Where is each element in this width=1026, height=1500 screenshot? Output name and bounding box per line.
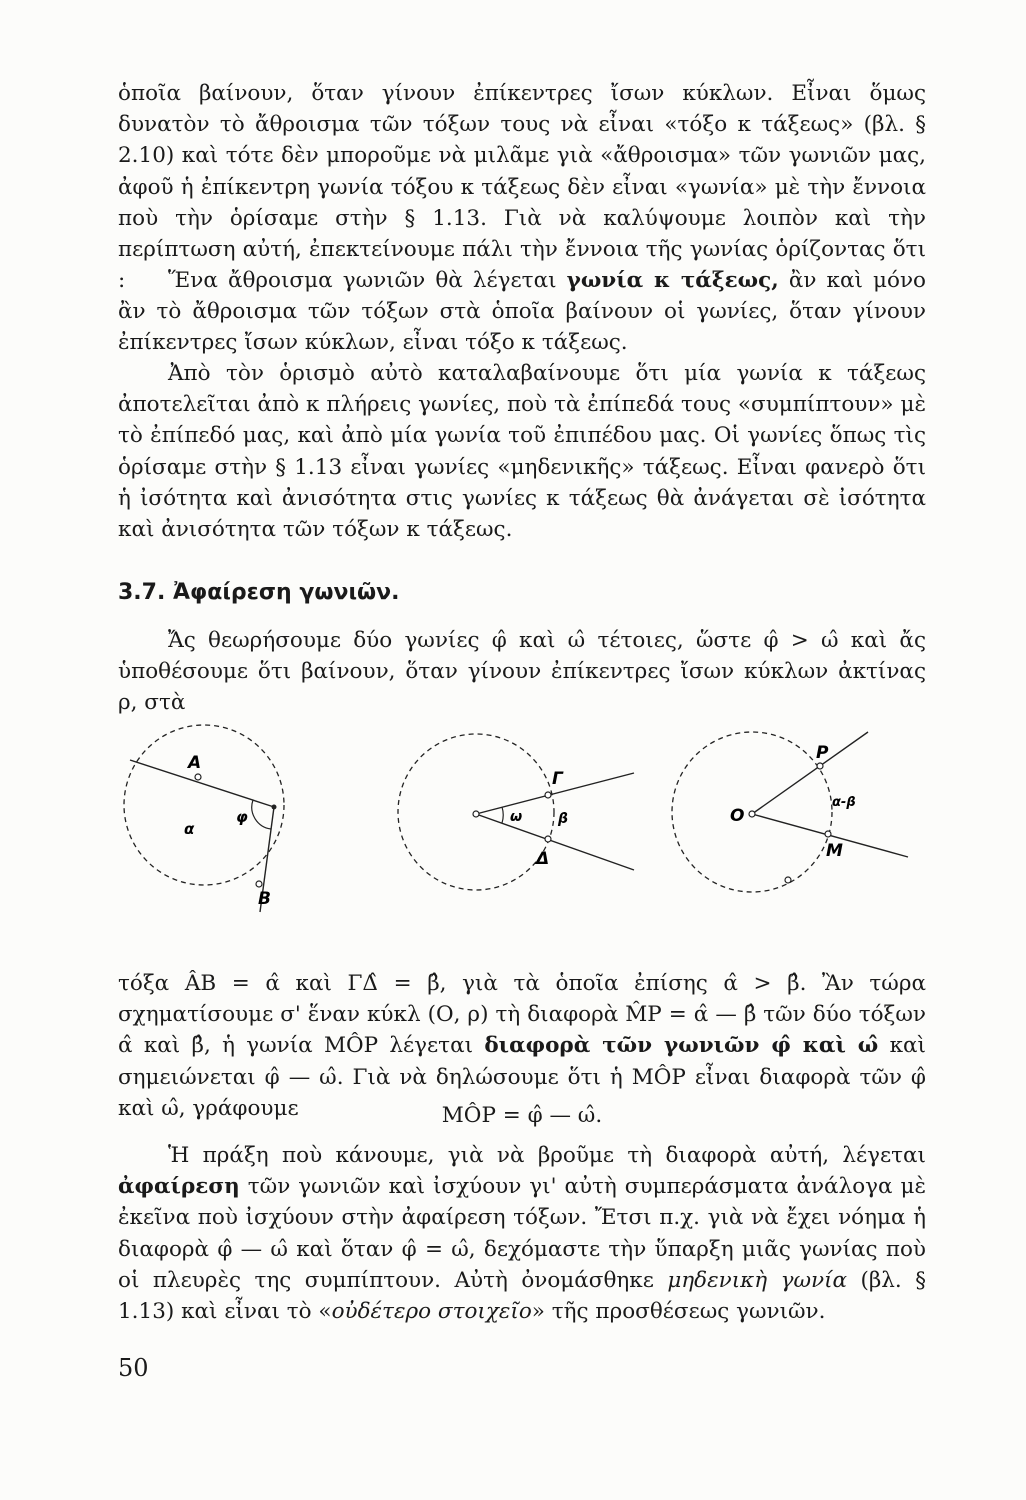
label-alpha: α [184,820,195,838]
label-O: O [730,806,745,826]
term-subtraction: ἀφαίρεση [118,1174,240,1200]
page-number: 50 [118,1354,149,1382]
circle-1 [124,725,284,885]
term-angle-k-order: γωνία κ τάξεως, [566,268,779,293]
ray-through-Delta [476,814,634,870]
point-A [195,774,201,780]
label-M: M [826,841,843,861]
point-B [256,881,262,887]
figure-difference-angle [672,732,908,892]
angle-difference-figure [118,722,918,909]
label-alpha-minus-beta: α-β [832,795,856,810]
vertex-phi [272,805,277,810]
term-neutral-element: οὐδέτερο στοιχεῖο [331,1299,532,1325]
term-zero-angle: μηδενικὴ γωνία [667,1267,848,1293]
point-P [817,763,823,769]
section-heading: 3.7. Ἀφαίρεση γωνιῶν. [118,580,400,605]
paragraph-3: Ἀπὸ τὸν ὁρισμὸ αὐτὸ καταλαβαίνουμε ὅτι μία γωνία κ τάξεως ἀποτελεῖται ἀπὸ κ πλήρεις γωνίες, ποὺ τὰ ἐπίπεδά τους «συμπίπτουν» μὲ τὸ ἐπίπεδό μας, καὶ ἀπὸ μία γωνία τοῦ ἐπιπέδου μας. Οἱ γωνίες ὅπως τὶς ὁρίσαμε στὴν § 1.13 εἶναι γωνίες «μηδενικῆς» τάξεως. Εἶναι φανερὸ ὅτι ἡ ἰσότητα καὶ ἀνισότητα στις γωνίες κ τάξεως θὰ ἀνάγεται σὲ ἰσότητα καὶ ἀνισότητα τῶν τόξων κ τάξεως. [118,361,926,543]
paragraph-6: Ἡ πράξη ποὺ κάνουμε, γιὰ νὰ βροῦμε τὴ διαφορὰ αὐτή, λέγεται ἀφαίρεση τῶν γωνιῶν καὶ ἰσχύουν γι' αὐτὴ συμπεράσματα ἀνάλογα μὲ ἐκεῖνα ποὺ ἰσχύουν στὴν ἀφαίρεση τόξων. Ἔτσι π.χ. γιὰ νὰ ἔχει νόημα ἡ διαφορὰ φ̂ — ω̂ καὶ ὅταν φ̂ = ω̂, δεχόμαστε τὴν ὕπαρξη μιᾶς γωνίας ποὺ οἱ πλευρὲς της συμπίπτουν. Αὐτὴ ὀνομάσθηκε μηδενικὴ γωνία (βλ. § 1.13) καὶ εἶναι τὸ «οὐδέτερο στοιχεῖο» τῆς προσθέσεως γωνιῶν. [118,1143,926,1325]
paragraph-1: ὁποῖα βαίνουν, ὅταν γίνουν ἐπίκεντρες ἴσων κύκλων. Εἶναι ὅμως δυνατὸν τὸ ἄθροισμα τῶν τόξων τους νὰ εἶναι «τόξο κ τάξεως» (βλ. § 2.10) καὶ τότε δὲν μποροῦμε νὰ μιλᾶμε γιὰ «ἄθροισμα» τῶν γωνιῶν μας, ἀφοῦ ἡ ἐπίκεντρη γωνία τόξου κ τάξεως δὲν εἶναι «γωνία» μὲ τὴν ἔννοια ποὺ τὴν ὁρίσαμε στὴν § 1.13. Γιὰ νὰ καλύψουμε λοιπὸν καὶ τὴν περίπτωση αὐτή, ἐπεκτείνουμε πάλι τὴν ἔννοια τῆς γωνίας ὁρίζοντας ὅτι : [118,81,926,294]
point-Gamma [545,792,551,798]
label-B: B [258,889,271,909]
paragraph-4: Ἄς θεωρήσουμε δύο γωνίες φ̂ καὶ ω̂ τέτοιες, ὥστε φ̂ > ω̂ καὶ ἄς ὑποθέσουμε ὅτι βαίνουν, ὅταν γίνουν ἐπίκεντρες ἴσων κύκλων ἀκτίνας ρ, στὰ [118,628,926,716]
formula-difference: MÔP = φ̂ — ω̂. [441,1103,603,1128]
point-on-circle-3 [785,877,791,883]
paragraph-2-definition: Ἕνα ἄθροισμα γωνιῶν θὰ λέγεται γωνία κ τάξεως, ἂν καὶ μόνο ἂν τὸ ἄθροισμα τῶν τόξων στὰ ὁποῖα βαίνουν οἱ γωνίες, ὅταν γίνουν ἐπίκεντρες ἴσων κύκλων, εἶναι τόξο κ τάξεως. [118,268,926,356]
label-beta: β [558,811,569,827]
term-angle-difference: διαφορὰ τῶν γωνιῶν φ̂ καὶ ω̂ [484,1033,879,1059]
label-A: A [188,753,202,773]
label-Gamma: Γ [552,769,563,789]
figure-phi-angle [124,725,284,912]
figure-omega-angle [398,734,634,890]
label-omega: ω [510,809,523,825]
point-M [825,831,831,837]
label-Delta: Δ [536,849,550,869]
label-P: P [816,743,829,763]
vertex-O [749,811,755,817]
paragraph-5: τόξα ÂB = α̂ καὶ ΓΔ̂ = β̂, γιὰ τὰ ὁποῖα ἐπίσης α̂ > β̂. Ἂν τώρα σχηματίσουμε σ' ἕναν κύκλ (Ο, ρ) τὴ διαφορὰ M̂P = α̂ — β̂ τῶν δύο τόξων α̂ καὶ β̂, ἡ γωνία MÔP λέγεται διαφορὰ τῶν γωνιῶν φ̂ καὶ ω̂ καὶ σημειώνεται φ̂ — ω̂. Γιὰ νὰ δηλώσουμε ὅτι ἡ MÔP εἶναι διαφορὰ τῶν φ̂ καὶ ω̂, γράφουμε [118,971,926,1121]
label-phi: φ [236,808,248,826]
omega-angle-arc [502,807,503,823]
vertex-omega [473,811,479,817]
point-Delta [545,836,551,842]
